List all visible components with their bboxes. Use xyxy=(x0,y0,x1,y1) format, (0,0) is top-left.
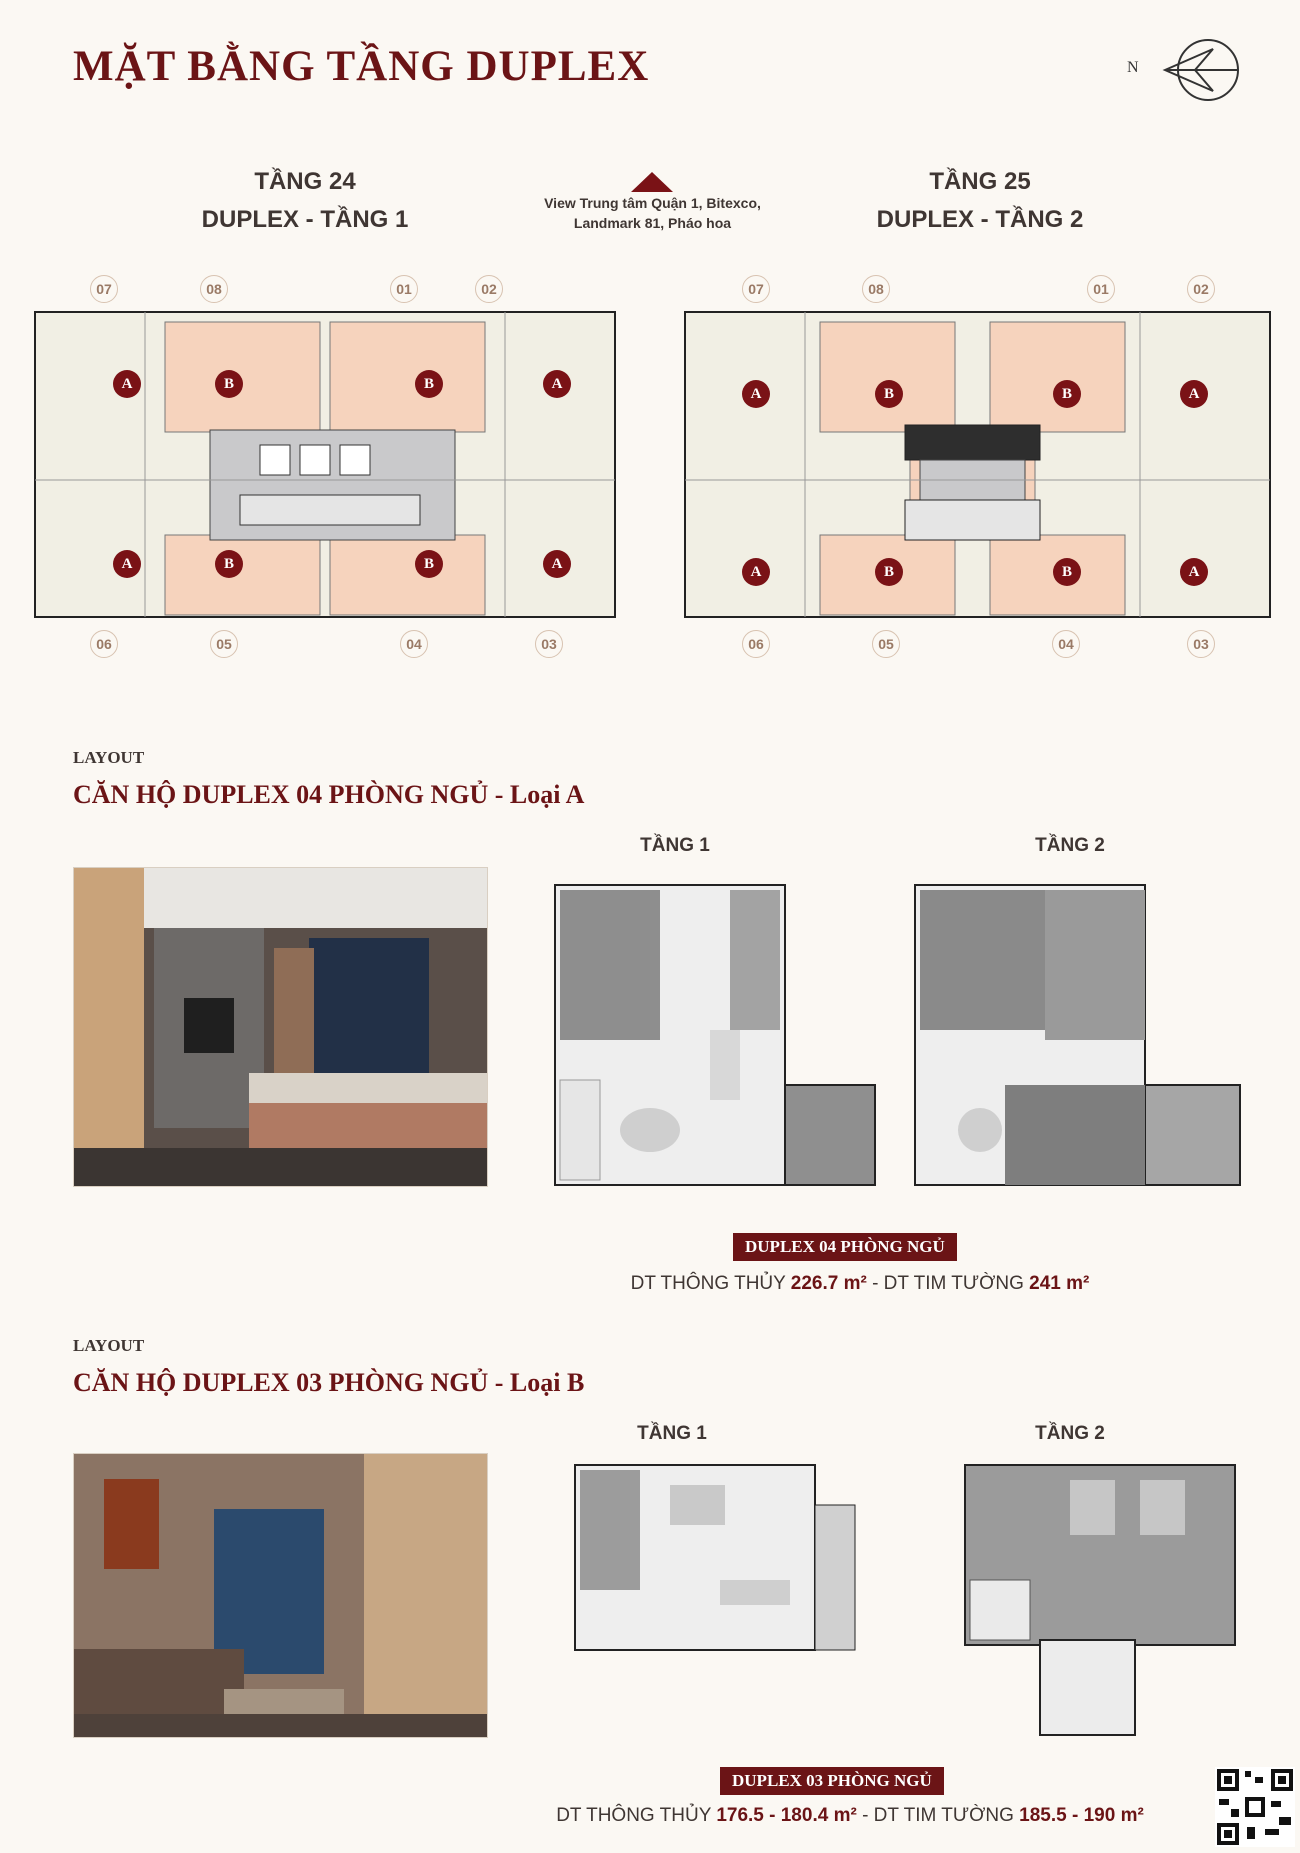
floor-plan-24 xyxy=(25,280,625,650)
unit-number-08: 08 xyxy=(862,275,890,303)
section-b-tang1-label: TẦNG 1 xyxy=(637,1423,707,1444)
unit-number-05: 05 xyxy=(872,630,900,658)
unit-marker-a: A xyxy=(113,370,141,398)
section-b-tang2-label: TẦNG 2 xyxy=(1035,1423,1105,1444)
unit-marker-b: B xyxy=(415,550,443,578)
unit-number-01: 01 xyxy=(1087,275,1115,303)
unit-number-01: 01 xyxy=(390,275,418,303)
section-a-area xyxy=(560,1273,1160,1295)
unit-marker-b: B xyxy=(415,370,443,398)
compass-north-label: N xyxy=(1127,59,1139,76)
plan-b-floor1 xyxy=(570,1460,860,1655)
unit-number-04: 04 xyxy=(1052,630,1080,658)
section-a-area-prefix: DT THÔNG THỦY xyxy=(630,1273,791,1294)
bedroom-photo xyxy=(73,867,488,1187)
unit-marker-a: A xyxy=(543,370,571,398)
unit-marker-a: A xyxy=(543,550,571,578)
view-arrow-icon xyxy=(631,172,673,192)
unit-marker-b: B xyxy=(875,380,903,408)
unit-number-07: 07 xyxy=(90,275,118,303)
living-room-photo xyxy=(73,1453,488,1738)
plan-a-floor2 xyxy=(905,875,1245,1195)
section-a-title: CĂN HỘ DUPLEX 04 PHÒNG NGỦ - Loại A xyxy=(73,780,585,809)
section-a-tang2-label: TẦNG 2 xyxy=(1035,835,1105,856)
unit-number-06: 06 xyxy=(742,630,770,658)
unit-number-02: 02 xyxy=(1187,275,1215,303)
floor-right-line2: DUPLEX - TẦNG 2 xyxy=(876,206,1084,233)
unit-number-02: 02 xyxy=(475,275,503,303)
section-b-area-prefix: DT THÔNG THỦY xyxy=(556,1805,717,1826)
unit-marker-a: A xyxy=(742,558,770,586)
section-b-label: LAYOUT xyxy=(73,1336,145,1355)
unit-number-05: 05 xyxy=(210,630,238,658)
compass-icon xyxy=(1133,37,1243,107)
unit-marker-b: B xyxy=(1053,558,1081,586)
view-note xyxy=(520,193,785,233)
unit-number-08: 08 xyxy=(200,275,228,303)
section-b-area-gross: 185.5 - 190 m² xyxy=(1019,1805,1144,1826)
qr-code-icon[interactable] xyxy=(1215,1767,1295,1847)
section-b-title: CĂN HỘ DUPLEX 03 PHÒNG NGỦ - Loại B xyxy=(73,1368,585,1397)
unit-marker-a: A xyxy=(1180,380,1208,408)
floor-right-line1: TẦNG 25 xyxy=(929,168,1031,195)
section-a-area-mid: - DT TIM TƯỜNG xyxy=(866,1273,1030,1294)
section-a-badge: DUPLEX 04 PHÒNG NGỦ xyxy=(733,1233,957,1261)
unit-number-03: 03 xyxy=(535,630,563,658)
floor-left-heading xyxy=(155,163,455,239)
plan-b-floor2 xyxy=(960,1460,1240,1740)
floor-plan-25 xyxy=(680,280,1280,650)
section-b-badge: DUPLEX 03 PHÒNG NGỦ xyxy=(720,1767,944,1795)
unit-marker-b: B xyxy=(215,550,243,578)
view-note-line1: View Trung tâm Quận 1, Bitexco, xyxy=(544,195,761,211)
floor-right-heading xyxy=(830,163,1130,239)
unit-marker-a: A xyxy=(742,380,770,408)
plan-a-floor1 xyxy=(540,875,880,1195)
section-b-area-net: 176.5 - 180.4 m² xyxy=(716,1805,857,1826)
page-title: MẶT BẰNG TẦNG DUPLEX xyxy=(73,43,650,90)
view-note-line2: Landmark 81, Pháo hoa xyxy=(573,215,732,231)
unit-number-03: 03 xyxy=(1187,630,1215,658)
section-b-area-mid: - DT TIM TƯỜNG xyxy=(856,1805,1020,1826)
unit-marker-a: A xyxy=(113,550,141,578)
floor-left-line1: TẦNG 24 xyxy=(254,168,356,195)
unit-marker-b: B xyxy=(1053,380,1081,408)
unit-marker-b: B xyxy=(215,370,243,398)
unit-number-06: 06 xyxy=(90,630,118,658)
section-b-area xyxy=(530,1805,1170,1827)
section-a-area-net: 226.7 m² xyxy=(790,1273,867,1294)
unit-marker-b: B xyxy=(875,558,903,586)
unit-marker-a: A xyxy=(1180,558,1208,586)
section-a-tang1-label: TẦNG 1 xyxy=(640,835,710,856)
unit-number-07: 07 xyxy=(742,275,770,303)
section-a-label: LAYOUT xyxy=(73,748,145,767)
unit-number-04: 04 xyxy=(400,630,428,658)
section-a-area-gross: 241 m² xyxy=(1029,1273,1090,1294)
compass xyxy=(1127,37,1243,107)
floor-left-line2: DUPLEX - TẦNG 1 xyxy=(201,206,409,233)
